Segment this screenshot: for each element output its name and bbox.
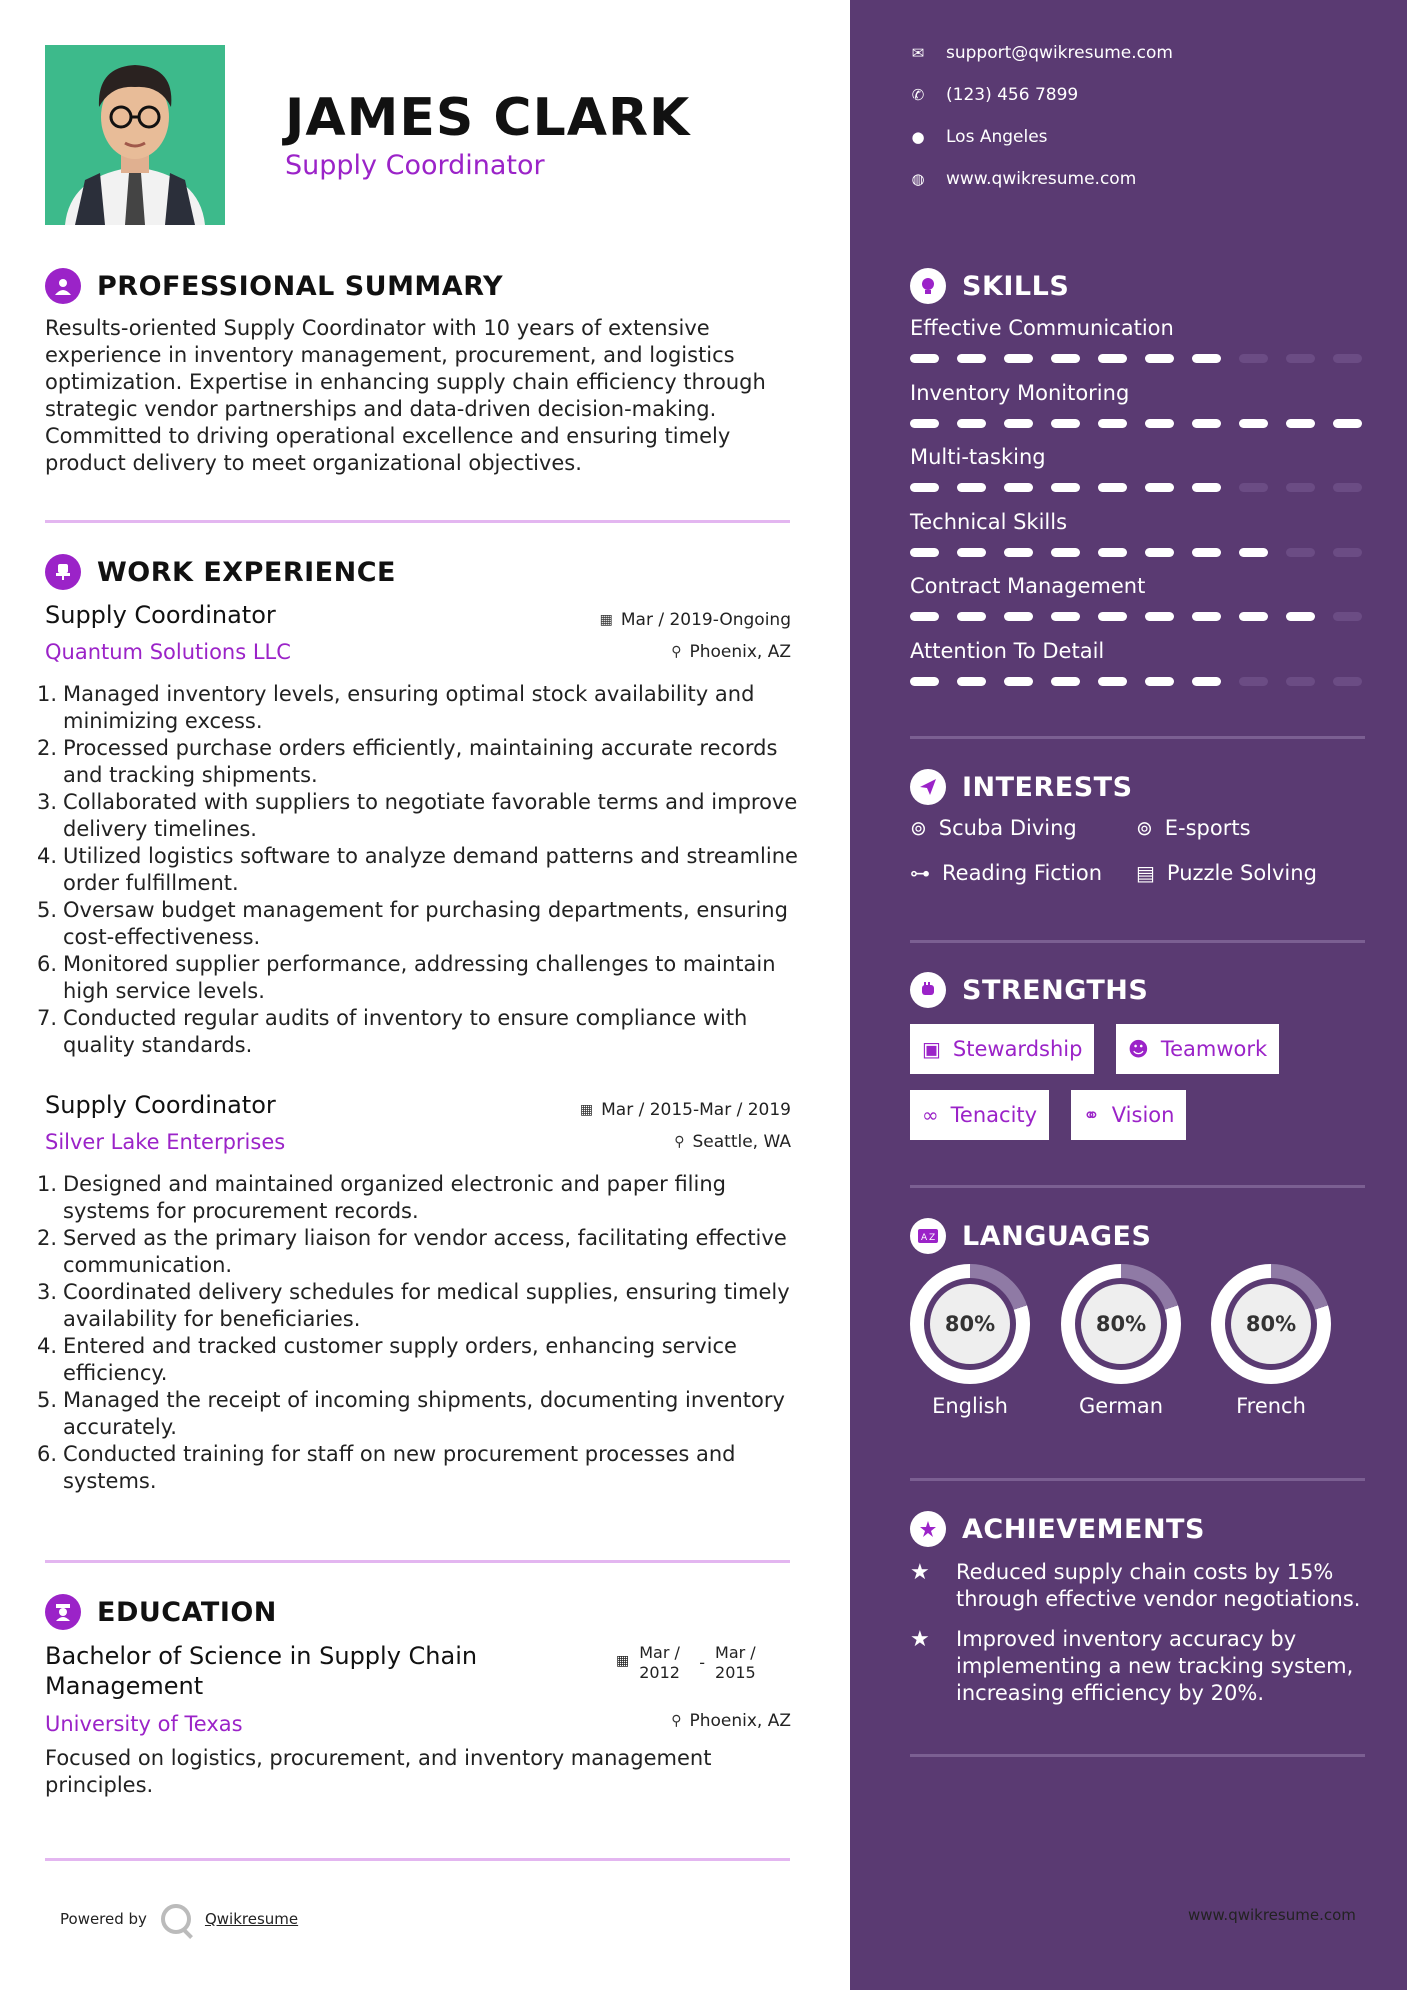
globe-icon: ◍ xyxy=(911,170,925,188)
skill-level-segment xyxy=(1004,419,1033,428)
pushpin-icon: ⚲ xyxy=(674,1134,685,1150)
skill-level-segment xyxy=(1051,354,1080,363)
skill-level-segment xyxy=(1051,483,1080,492)
skill-level-segment xyxy=(1098,548,1127,557)
pushpin-icon: ⚲ xyxy=(671,644,682,660)
skill-level-segment xyxy=(1098,354,1127,363)
envelope-icon: ✉ xyxy=(911,44,925,62)
skills-heading xyxy=(910,268,1069,304)
lightbulb-icon xyxy=(910,268,946,304)
skill-level-segment xyxy=(957,548,986,557)
footer-website[interactable]: www.qwikresume.com xyxy=(1188,1906,1356,1924)
job-title: Supply Coordinator xyxy=(45,601,276,629)
paper-plane-icon xyxy=(910,769,946,805)
language-percent: 80% xyxy=(930,1284,1010,1364)
skill-level-segment xyxy=(910,419,939,428)
achievement-text: Reduced supply chain costs by 15% through effective vendor negotiations. xyxy=(956,1560,1361,1611)
interest-label: E-sports xyxy=(1164,816,1251,840)
link-icon: ∞ xyxy=(922,1103,939,1127)
list-item: 3. Collaborated with suppliers to negotiate favorable terms and improve delivery timelines. xyxy=(37,790,798,841)
language-percent: 80% xyxy=(1231,1284,1311,1364)
language-name: English xyxy=(932,1394,1008,1418)
contact-location xyxy=(910,127,1048,147)
education-end: Mar / 2015 xyxy=(715,1643,756,1682)
divider xyxy=(910,1478,1365,1481)
education-location-text: Phoenix, AZ xyxy=(689,1711,791,1731)
skill-level-segment xyxy=(1333,354,1362,363)
skill-level-segment xyxy=(1239,419,1268,428)
interest-item xyxy=(1136,816,1251,840)
divider xyxy=(910,736,1365,739)
svg-text:A: A xyxy=(921,1233,928,1243)
skill-level-segment xyxy=(957,354,986,363)
life-ring-icon: ⊚ xyxy=(1136,816,1153,840)
shooting-star-icon: ★ xyxy=(910,1627,930,1652)
skill-level-segment xyxy=(1145,548,1174,557)
skill-level-segment xyxy=(910,612,939,621)
interest-item xyxy=(1136,861,1317,885)
calendar-icon: ▦ xyxy=(599,612,613,628)
skill-level-bar xyxy=(910,483,1362,492)
list-item: 2. Served as the primary liaison for vendor access, facilitating effective communication. xyxy=(37,1226,787,1277)
interest-label: Reading Fiction xyxy=(942,861,1103,885)
job-date-text: Mar / 2015-Mar / 2019 xyxy=(601,1100,791,1120)
strength-label: Stewardship xyxy=(952,1037,1083,1061)
contact-email-text: support@qwikresume.com xyxy=(946,43,1173,63)
list-item: 4. Entered and tracked customer supply orders, enhancing service efficiency. xyxy=(37,1334,737,1385)
job-title: Supply Coordinator xyxy=(45,1091,276,1119)
map-pin-icon: ● xyxy=(911,128,925,146)
footer-powered xyxy=(60,1904,298,1934)
graduate-icon xyxy=(45,1594,81,1630)
phone-icon: ✆ xyxy=(911,86,925,104)
list-item: 5. Oversaw budget management for purchasing departments, ensuring cost-effectiveness. xyxy=(37,898,788,949)
contact-email[interactable] xyxy=(910,43,1173,63)
achievement-item xyxy=(910,1559,1370,1613)
strength-label: Vision xyxy=(1111,1103,1175,1127)
contact-website[interactable] xyxy=(910,169,1136,189)
skill-level-segment xyxy=(1239,354,1268,363)
languages-title: LANGUAGES xyxy=(962,1220,1152,1252)
list-item: 6. Monitored supplier performance, addressing challenges to maintain high service levels. xyxy=(37,952,776,1003)
profile-photo xyxy=(45,45,225,225)
skill-level-segment xyxy=(1145,354,1174,363)
interests-heading xyxy=(910,769,1133,805)
job-location xyxy=(671,642,791,662)
skill-level-segment xyxy=(1286,548,1315,557)
brand-link[interactable]: Qwikresume xyxy=(204,1910,299,1928)
skill-level-segment xyxy=(1333,548,1362,557)
summary-text: Results-oriented Supply Coordinator with 10 years of extensive experience in inventory management, procurement, and logistics optimization. Expertise in enhancing supply chain efficiency through strategic vendor partnerships and data-driven decision-making. Committed to driving operational excellence and ensuring timely product delivery to meet organizational objectives. xyxy=(45,316,766,475)
list-item: 6. Conducted training for staff on new procurement processes and systems. xyxy=(37,1442,736,1493)
strength-badge xyxy=(1071,1090,1186,1140)
skill-level-segment xyxy=(1333,419,1362,428)
skill-level-segment xyxy=(1286,677,1315,686)
skill-level-segment xyxy=(1004,483,1033,492)
gamepad-icon: ⊶ xyxy=(910,861,930,885)
language-ring xyxy=(1211,1264,1331,1384)
skill-level-segment xyxy=(1098,612,1127,621)
skill-level-segment xyxy=(1051,419,1080,428)
contact-location-text: Los Angeles xyxy=(946,127,1048,147)
language-item xyxy=(910,1264,1030,1418)
skill-level-segment xyxy=(910,354,939,363)
summary-heading xyxy=(45,268,503,304)
qwikresume-logo-icon xyxy=(161,1904,191,1934)
users-icon: ☻ xyxy=(1128,1037,1149,1061)
skill-level-segment xyxy=(1145,677,1174,686)
language-item xyxy=(1211,1264,1331,1418)
degree-line: Management xyxy=(45,1672,204,1700)
job-date xyxy=(600,610,791,630)
job-company: Silver Lake Enterprises xyxy=(45,1130,286,1154)
experience-title: WORK EXPERIENCE xyxy=(97,556,396,588)
skill-level-segment xyxy=(1004,612,1033,621)
skill-level-segment xyxy=(910,548,939,557)
job-company: Quantum Solutions LLC xyxy=(45,640,291,664)
achievement-item xyxy=(910,1626,1370,1707)
skill-name: Multi-tasking xyxy=(910,445,1046,469)
degree-title xyxy=(45,1641,565,1701)
skill-level-segment xyxy=(1286,483,1315,492)
job-date xyxy=(580,1100,791,1120)
svg-text:Z: Z xyxy=(929,1233,936,1243)
skill-level-segment xyxy=(1192,419,1221,428)
skill-name: Inventory Monitoring xyxy=(910,380,1130,405)
school-name: University of Texas xyxy=(45,1712,243,1736)
skill-level-segment xyxy=(1098,483,1127,492)
interest-item xyxy=(910,861,1102,885)
skills-title: SKILLS xyxy=(962,270,1070,302)
language-ring xyxy=(910,1264,1030,1384)
calendar-icon: ▦ xyxy=(579,1102,594,1118)
education-dash: - xyxy=(699,1653,706,1672)
skill-level-segment xyxy=(957,419,986,428)
divider xyxy=(910,1185,1365,1188)
divider xyxy=(45,1560,790,1563)
life-ring-icon: ⊚ xyxy=(910,816,927,840)
skill-level-segment xyxy=(1004,548,1033,557)
candidate-title: Supply Coordinator xyxy=(285,150,545,181)
skill-level-segment xyxy=(1004,677,1033,686)
job-location-text: Seattle, WA xyxy=(692,1132,791,1152)
list-item: 3. Coordinated delivery schedules for medical supplies, ensuring timely availability for beneficiaries. xyxy=(37,1280,790,1331)
language-percent: 80% xyxy=(1081,1284,1161,1364)
chair-icon xyxy=(45,554,81,590)
skill-level-segment xyxy=(1192,677,1221,686)
education-dates xyxy=(616,1643,765,1683)
skill-level-segment xyxy=(1145,419,1174,428)
achievements-title: ACHIEVEMENTS xyxy=(962,1513,1205,1545)
star-icon xyxy=(910,1511,946,1547)
education-description: Focused on logistics, procurement, and inventory management principles. xyxy=(45,1746,712,1797)
contact-phone-text: (123) 456 7899 xyxy=(946,85,1079,105)
strengths-heading xyxy=(910,972,1148,1008)
divider xyxy=(45,520,790,523)
list-item: 1. Managed inventory levels, ensuring optimal stock availability and minimizing excess. xyxy=(37,682,755,733)
skill-level-segment xyxy=(1286,612,1315,621)
skill-level-bar xyxy=(910,548,1362,557)
list-item: 4. Utilized logistics software to analyze demand patterns and streamline order fulfillment. xyxy=(37,844,798,895)
skill-level-segment xyxy=(910,483,939,492)
skill-level-segment xyxy=(957,483,986,492)
skill-level-segment xyxy=(1333,677,1362,686)
candidate-name: JAMES CLARK xyxy=(285,88,691,148)
skill-level-segment xyxy=(957,612,986,621)
divider xyxy=(910,1754,1365,1757)
skill-name: Technical Skills xyxy=(910,509,1068,534)
book-icon: ▤ xyxy=(1136,861,1155,885)
interest-label: Scuba Diving xyxy=(938,816,1077,840)
user-icon xyxy=(45,268,81,304)
briefcase-icon: ▣ xyxy=(922,1037,941,1061)
skill-level-bar xyxy=(910,677,1362,686)
skill-level-segment xyxy=(1098,419,1127,428)
skill-level-segment xyxy=(1004,354,1033,363)
skill-name: Effective Communication xyxy=(910,316,1174,340)
skill-level-bar xyxy=(910,419,1362,428)
education-start: Mar / 2012 xyxy=(639,1643,680,1682)
skill-level-segment xyxy=(1333,483,1362,492)
skill-level-bar xyxy=(910,354,1362,363)
skill-level-segment xyxy=(1239,612,1268,621)
skill-level-segment xyxy=(1145,612,1174,621)
skill-level-segment xyxy=(1098,677,1127,686)
education-heading xyxy=(45,1594,277,1630)
education-location xyxy=(671,1711,791,1731)
calendar-icon: ▦ xyxy=(616,1653,630,1669)
language-item xyxy=(1061,1264,1181,1418)
skill-level-segment xyxy=(1051,612,1080,621)
list-item: 5. Managed the receipt of incoming shipments, documenting inventory accurately. xyxy=(37,1388,785,1439)
list-item: 7. Conducted regular audits of inventory to ensure compliance with quality standards. xyxy=(37,1006,748,1057)
translate-icon xyxy=(910,1218,946,1254)
strength-label: Tenacity xyxy=(950,1103,1038,1127)
job-duties xyxy=(37,1171,800,1495)
skill-level-segment xyxy=(1333,612,1362,621)
strengths-title: STRENGTHS xyxy=(962,974,1149,1006)
skill-level-segment xyxy=(1239,483,1268,492)
skill-level-segment xyxy=(1192,548,1221,557)
contact-website-text: www.qwikresume.com xyxy=(946,169,1137,189)
experience-heading xyxy=(45,554,396,590)
language-name: German xyxy=(1078,1394,1164,1418)
degree-line: Bachelor of Science in Supply Chain xyxy=(45,1642,478,1670)
powered-by-text: Powered by xyxy=(60,1910,147,1928)
interests-title: INTERESTS xyxy=(962,771,1133,803)
list-item: 1. Designed and maintained organized electronic and paper filing systems for procurement records. xyxy=(37,1172,726,1223)
job-duties xyxy=(37,681,800,1059)
binoculars-icon: ⚭ xyxy=(1083,1103,1100,1127)
strength-label: Teamwork xyxy=(1160,1037,1268,1061)
job-date-text: Mar / 2019-Ongoing xyxy=(620,610,791,630)
skill-name: Attention To Detail xyxy=(910,638,1105,663)
skill-level-segment xyxy=(910,677,939,686)
divider xyxy=(45,1858,790,1861)
skill-level-segment xyxy=(1145,483,1174,492)
skill-level-segment xyxy=(1051,677,1080,686)
language-name: French xyxy=(1236,1394,1306,1418)
interest-label: Puzzle Solving xyxy=(1166,861,1317,885)
strength-badge xyxy=(910,1090,1049,1140)
skill-level-segment xyxy=(1192,483,1221,492)
languages-heading xyxy=(910,1218,1151,1254)
strength-badge xyxy=(910,1024,1094,1074)
strength-badge xyxy=(1116,1024,1279,1074)
skill-level-segment xyxy=(1286,354,1315,363)
skill-level-segment xyxy=(1286,419,1315,428)
summary-title: PROFESSIONAL SUMMARY xyxy=(97,270,504,302)
skill-level-segment xyxy=(957,677,986,686)
skill-level-segment xyxy=(1192,354,1221,363)
language-ring xyxy=(1061,1264,1181,1384)
skill-level-segment xyxy=(1239,677,1268,686)
achievements-heading xyxy=(910,1511,1205,1547)
pushpin-icon: ⚲ xyxy=(671,1713,682,1729)
job-location xyxy=(674,1132,791,1152)
skill-level-bar xyxy=(910,612,1362,621)
contact-phone[interactable] xyxy=(910,85,1078,105)
job-location-text: Phoenix, AZ xyxy=(689,642,791,662)
list-item: 2. Processed purchase orders efficiently, maintaining accurate records and tracking shipments. xyxy=(37,736,778,787)
skill-level-segment xyxy=(1051,548,1080,557)
education-title: EDUCATION xyxy=(97,1596,277,1628)
divider xyxy=(910,940,1365,943)
achievement-text: Improved inventory accuracy by implementing a new tracking system, increasing efficiency by 20%. xyxy=(956,1627,1354,1705)
skill-level-segment xyxy=(1192,612,1221,621)
fist-icon xyxy=(910,972,946,1008)
interest-item xyxy=(910,816,1077,840)
shooting-star-icon: ★ xyxy=(910,1560,930,1585)
skill-name: Contract Management xyxy=(910,574,1146,598)
skill-level-segment xyxy=(1239,548,1268,557)
